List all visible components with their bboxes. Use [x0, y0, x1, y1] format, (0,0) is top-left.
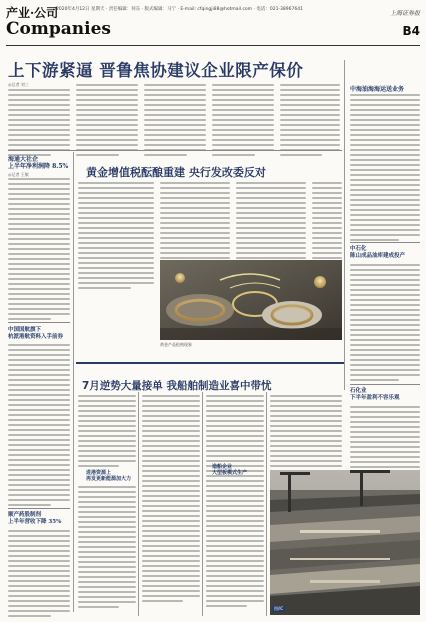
column-rule [344, 60, 345, 390]
article-text [350, 264, 420, 384]
column-rule [138, 392, 139, 616]
article-text [8, 344, 70, 509]
article-text [212, 84, 274, 159]
article-text [78, 486, 136, 611]
article-text [8, 530, 70, 620]
bottom-subhead1: 进港资源上 再发更新能源加大力 [86, 470, 132, 482]
bottom-headline: 7月逆势大量接单 我船舶制造业喜中带忧 [82, 380, 272, 392]
publication-name: 上海证券报 [389, 10, 420, 17]
photo-credit: 图/IC [274, 606, 284, 611]
article-text [78, 182, 154, 292]
article-text [8, 178, 70, 323]
article-text [142, 395, 200, 605]
divider [350, 384, 420, 385]
left-story3-title: 顺产药股制剂 上半年营收下降 35% [8, 512, 62, 525]
divider [8, 150, 342, 151]
byline: ◎记者 王敏 [8, 172, 29, 177]
right-story2-title: 中石化 陈山成品油库建成投产 [350, 246, 406, 259]
left-story1-title: 海通大社企 上半年净利润降 8.5% [8, 156, 69, 171]
article-text [76, 84, 138, 159]
column-rule [73, 152, 74, 612]
center-headline: 黄金增值税酝酿重建 央行发改委反对 [86, 166, 266, 179]
byline: ◎记者 刘三 [8, 82, 29, 87]
divider [76, 362, 344, 364]
divider [8, 322, 70, 323]
photo-caption: 黄金产品抢购现象 [160, 342, 192, 347]
column-rule [266, 392, 267, 616]
article-text [144, 84, 206, 159]
right-story3-title: 石化业 下半年盈利不容乐观 [350, 388, 400, 401]
section-name: 产业·公司 [6, 6, 59, 20]
main-headline: 上下游紧逼 晋鲁焦协建议企业限产保价 [8, 61, 304, 80]
article-text [350, 94, 420, 244]
masthead [6, 4, 420, 46]
left-story2-title: 中国国航旗下 杭派港航资料入手前券 [8, 327, 64, 340]
divider [350, 242, 420, 243]
shipyard-photo [270, 470, 420, 615]
bottom-subhead2: 造船企业 大型板模式生产 [212, 464, 248, 476]
right-story1-title: 中海油海海运送业务 [350, 86, 405, 93]
jewelry-photo [160, 260, 342, 340]
page-number: B4 [402, 24, 420, 38]
article-text [206, 480, 264, 610]
article-text [8, 89, 70, 159]
article-text [78, 395, 136, 470]
divider [8, 508, 70, 509]
dateline: 2020年4月12日 星期天 · 责任编辑：何东 · 版式编辑：马宁 · E-mail: cfqingji88@hotmail.com · 电话：021-38967641 [56, 7, 303, 12]
section-en: Companies [6, 19, 111, 39]
column-rule [202, 392, 203, 616]
article-text [280, 84, 340, 159]
